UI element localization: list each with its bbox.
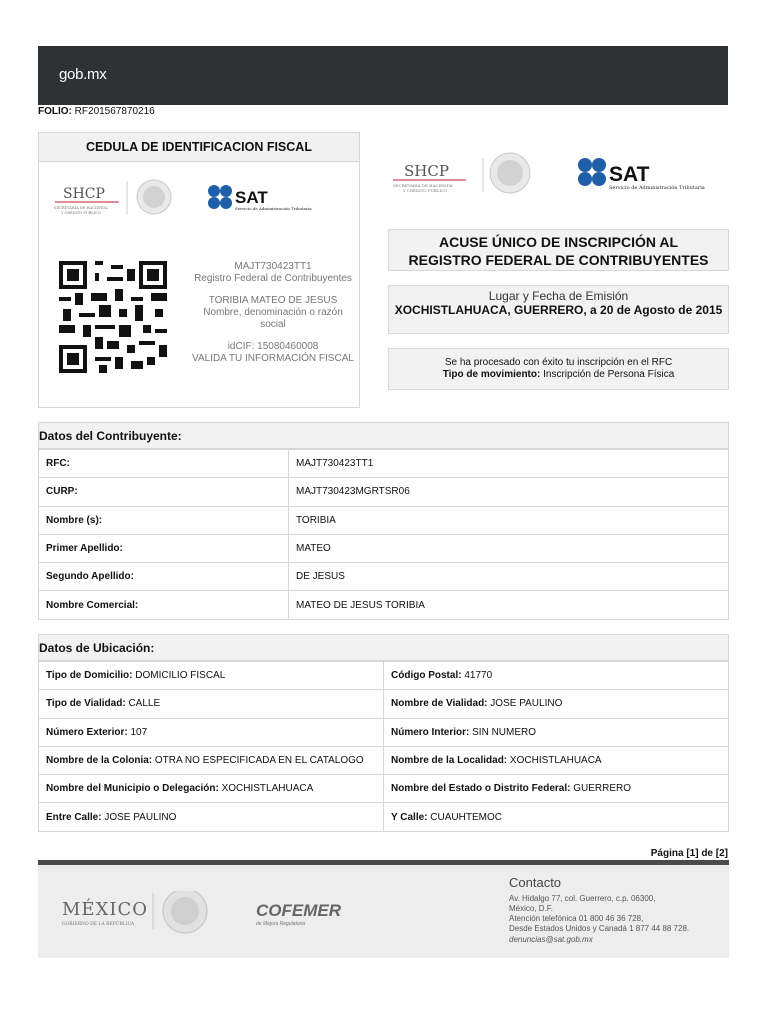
table-row (39, 506, 729, 534)
cell (39, 746, 384, 774)
movimiento-value: Inscripción de Persona Física (543, 369, 675, 380)
row-key: RFC: (39, 450, 289, 478)
row-value: MATEO DE JESUS TORIBIA (289, 591, 729, 619)
cedula-name-label: Nombre, denominación o razón social (203, 307, 343, 330)
sat-sub: Servicio de Administración Tributaria (609, 185, 705, 191)
cell-key: Nombre de la Localidad: (391, 755, 508, 767)
cell-value: CALLE (128, 698, 161, 710)
cell-key: Nombre del Estado o Distrito Federal: (391, 783, 571, 795)
acuse-line1: ACUSE ÚNICO DE INSCRIPCIÓN AL (438, 234, 679, 250)
cedula-rfc: MAJT730423TT1 (234, 261, 312, 272)
contacto-address (509, 894, 689, 934)
shcp-sub2: Y CRÉDITO PÚBLICO (403, 188, 448, 193)
cell-value: XOCHISTLAHUACA (509, 755, 602, 767)
cofemer-sub: de Mejora Regulatoria (256, 921, 306, 927)
cell-value: 107 (130, 726, 148, 738)
contribuyente-table (38, 449, 729, 620)
cedula-name: TORIBIA MATEO DE JESUS (208, 295, 338, 306)
cell-key: Entre Calle: (46, 811, 102, 823)
table-row (39, 534, 729, 562)
table-row (39, 478, 729, 506)
folio-label: FOLIO: (38, 106, 72, 117)
table-row (39, 662, 729, 690)
row-value: MATEO (289, 534, 729, 562)
cell-value: XOCHISTLAHUACA (221, 783, 314, 795)
ubicacion-table (38, 661, 729, 832)
qr-code-icon[interactable] (59, 261, 167, 373)
table-row (39, 591, 729, 619)
ubicacion-title: Datos de Ubicación: (38, 634, 729, 661)
shcp-sub1: SECRETARÍA DE HACIENDA (54, 206, 108, 210)
acuse-title (388, 229, 729, 271)
mexico-cofemer-logos (60, 891, 360, 941)
folio (38, 106, 155, 117)
phone-line: Desde Estados Unidos y Canadá 1 877 44 88 728. (509, 924, 690, 933)
cedula-info (191, 261, 355, 375)
cell-key: Nombre del Municipio o Delegación: (46, 783, 219, 795)
cell-key: Tipo de Domicilio: (46, 670, 133, 682)
mexico-text: MÉXICO (62, 899, 149, 920)
cell-value: SIN NUMERO (472, 726, 537, 738)
cell (384, 775, 729, 803)
acuse-line2: REGISTRO FEDERAL DE CONTRIBUYENTES (408, 252, 709, 268)
address-line: México, D.F. (509, 904, 554, 913)
cell (384, 662, 729, 690)
table-row (39, 563, 729, 591)
row-value: DE JESUS (289, 563, 729, 591)
row-key: Primer Apellido: (39, 534, 289, 562)
sat-sub: Servicio de Administración Tributaria (235, 206, 312, 211)
mexico-sub: GOBIERNO DE LA REPÚBLICA (62, 922, 135, 927)
sat-text: SAT (235, 188, 268, 207)
cell-value: 41770 (464, 670, 493, 682)
shcp-sub2: Y CRÉDITO PÚBLICO (61, 211, 101, 215)
cell-value: JOSE PAULINO (104, 811, 177, 823)
cell (39, 775, 384, 803)
row-key: Nombre (s): (39, 506, 289, 534)
gob-header (38, 46, 728, 105)
cedula-idcif: idCIF: 15080460008 (227, 341, 319, 352)
table-row (39, 746, 729, 774)
cedula-card (38, 132, 360, 408)
cell-key: Nombre de Vialidad: (391, 698, 488, 710)
movimiento-label: Tipo de movimiento: (442, 369, 541, 380)
gobmx-logo[interactable]: gob.mx (59, 66, 107, 83)
cell (39, 690, 384, 718)
cell-value: CUAUHTEMOC (430, 811, 502, 823)
cell (384, 746, 729, 774)
row-value: MAJT730423TT1 (289, 450, 729, 478)
cell-key: Nombre de la Colonia: (46, 755, 153, 767)
cell-value: JOSE PAULINO (490, 698, 563, 710)
cell-key: Tipo de Vialidad: (46, 698, 126, 710)
page-number: Página [1] de [2] (650, 848, 728, 859)
contribuyente-title: Datos del Contribuyente: (38, 422, 729, 449)
row-key: CURP: (39, 478, 289, 506)
shcp-sat-logos (390, 150, 730, 200)
emision-box (388, 285, 729, 334)
cedula-valida[interactable]: VALIDA TU INFORMACIÓN FISCAL (192, 353, 354, 364)
table-row (39, 450, 729, 478)
folio-value: RF201567870216 (74, 106, 155, 117)
contacto-title: Contacto (509, 875, 562, 890)
table-row (39, 803, 729, 831)
cell (39, 662, 384, 690)
row-value: MAJT730423MGRTSR06 (289, 478, 729, 506)
table-row (39, 775, 729, 803)
proceso-box (388, 348, 729, 390)
proceso-text: Se ha procesado con éxito tu inscripción en el RFC (444, 357, 673, 368)
shcp-text: SHCP (63, 186, 105, 202)
sat-text: SAT (609, 163, 650, 186)
cell (39, 803, 384, 831)
row-key: Segundo Apellido: (39, 563, 289, 591)
cell-value: GUERRERO (573, 783, 632, 795)
cell-value: OTRA NO ESPECIFICADA EN EL CATALOGO (154, 755, 364, 767)
cell (384, 803, 729, 831)
contacto-email-link[interactable]: denuncias@sat.gob.mx (509, 935, 593, 944)
emision-value: XOCHISTLAHUACA, GUERRERO, a 20 de Agosto de 2015 (394, 303, 723, 317)
table-row (39, 690, 729, 718)
shcp-sat-logos-small (51, 173, 351, 221)
table-row (39, 718, 729, 746)
footer (38, 865, 729, 958)
cell-key: Número Exterior: (46, 726, 128, 738)
cell (384, 690, 729, 718)
address-line: Av. Hidalgo 77, col. Guerrero, c.p. 06300, (509, 894, 656, 903)
cedula-title: CEDULA DE IDENTIFICACION FISCAL (39, 133, 359, 162)
cell-key: Y Calle: (391, 811, 428, 823)
cell-key: Número Interior: (391, 726, 470, 738)
cell (39, 718, 384, 746)
phone-line: Atención telefónica 01 800 46 36 728, (509, 914, 644, 923)
cedula-rfc-label: Registro Federal de Contribuyentes (194, 273, 352, 284)
shcp-text: SHCP (404, 162, 449, 180)
cell-value: DOMICILIO FISCAL (135, 670, 226, 682)
cofemer-text: COFEMER (256, 901, 341, 920)
cell-key: Código Postal: (391, 670, 462, 682)
row-value: TORIBIA (289, 506, 729, 534)
row-key: Nombre Comercial: (39, 591, 289, 619)
emision-label: Lugar y Fecha de Emisión (488, 289, 629, 303)
shcp-sub1: SECRETARÍA DE HACIENDA (393, 183, 453, 188)
cell (384, 718, 729, 746)
